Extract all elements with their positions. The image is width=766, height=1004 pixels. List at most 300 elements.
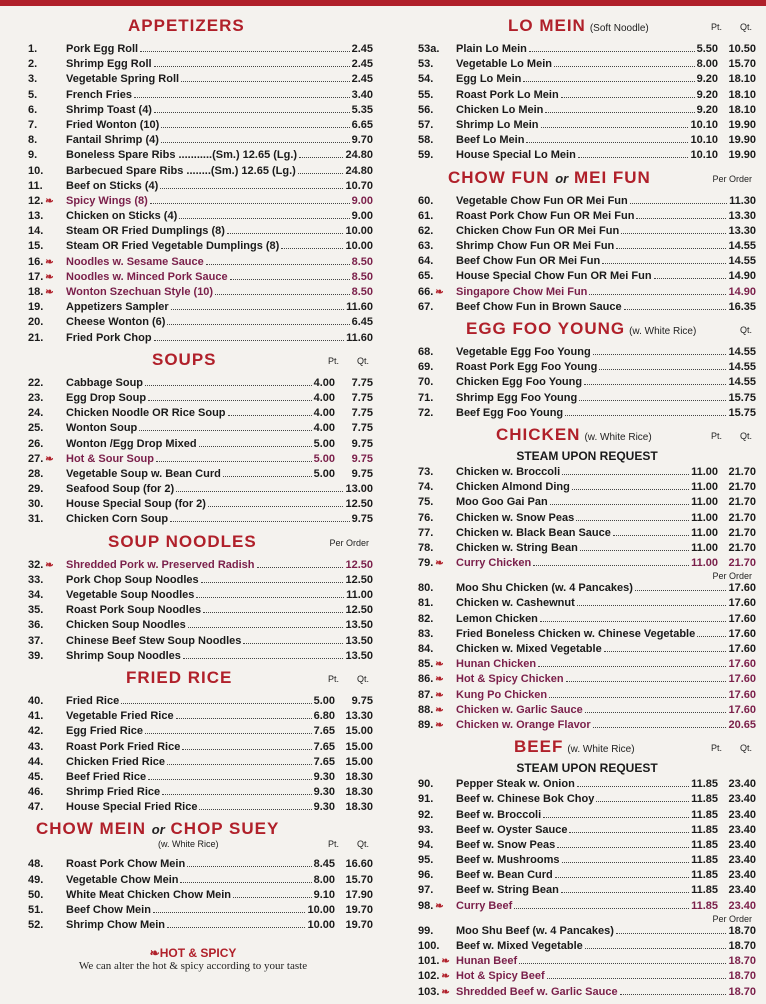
leader-dots (577, 605, 727, 606)
pint-label: Pt. (327, 673, 339, 684)
soups-title: SOUPS (152, 349, 217, 369)
leader-dots (154, 66, 350, 67)
menu-item (28, 42, 373, 57)
menu-item (418, 808, 756, 823)
item-price: 20.65 (728, 718, 756, 731)
item-price-quart: 23.40 (728, 838, 756, 851)
item-name: Egg Lo Mein (456, 73, 522, 86)
item-number: 58. (418, 134, 434, 147)
lo-mein-section (418, 16, 756, 164)
quart-label: Qt. (739, 743, 752, 754)
lo-mein-column-labels (692, 22, 752, 32)
leader-dots (299, 157, 343, 158)
soup-noodles-header (28, 532, 373, 554)
leader-dots (620, 994, 727, 995)
item-number: 66. ❧ (418, 285, 456, 300)
menu-item (28, 72, 373, 87)
item-price: 17.60 (728, 627, 756, 640)
menu-item (28, 573, 373, 588)
chow-mein-title (36, 819, 279, 839)
leader-dots (281, 248, 343, 249)
item-price: 13.50 (345, 634, 373, 647)
item-number: 50. (28, 888, 44, 901)
menu-item (418, 823, 756, 838)
chow-mein-list (28, 857, 373, 933)
beef-list-per-order (418, 924, 756, 1000)
item-number: 37. (28, 634, 44, 647)
item-name: Hot & Sour Soup (66, 452, 154, 465)
item-price: 11.85 (691, 838, 718, 851)
item-name: Chicken Chow Fun OR Mei Fun (456, 224, 620, 237)
menu-item (418, 300, 756, 315)
leader-dots (154, 340, 345, 341)
leader-dots (557, 847, 689, 848)
item-price: 4.00 (313, 391, 335, 404)
item-price: 10.00 (345, 225, 373, 238)
leader-dots (514, 908, 689, 909)
egg-foo-young-title-text: EGG FOO YOUNG (466, 319, 626, 338)
menu-item (28, 164, 373, 179)
item-number: 49. (28, 873, 44, 886)
soups-section (28, 350, 373, 528)
item-number: 28. (28, 467, 44, 480)
item-number: 94. (418, 838, 434, 851)
item-prices (691, 511, 756, 526)
quart-label: Qt. (739, 430, 752, 441)
item-number: 65. (418, 270, 434, 283)
item-number: 39. (28, 649, 44, 662)
item-price: 11.00 (691, 526, 718, 539)
leader-dots (547, 978, 727, 979)
item-price: 24.80 (345, 164, 373, 177)
item-price: 14.55 (728, 376, 756, 389)
item-name: Fried Rice (66, 694, 120, 707)
chicken-section (418, 425, 756, 733)
item-name: Chicken w. Garlic Sauce (456, 703, 583, 716)
item-name: Roast Pork Fried Rice (66, 740, 181, 753)
menu-item (28, 270, 373, 285)
leader-dots (171, 309, 344, 310)
item-number: 103. ❧ (418, 985, 456, 1000)
leader-dots (183, 658, 344, 659)
item-name: Shrimp Fried Rice (66, 786, 161, 799)
menu-item (418, 688, 756, 703)
item-number: 99. (418, 924, 434, 937)
leader-dots (584, 384, 726, 385)
per-order-label: Per Order (329, 537, 369, 548)
menu-item (28, 512, 373, 527)
item-price: 10.00 (307, 919, 335, 932)
soup-noodles-title: SOUP NOODLES (108, 531, 257, 551)
item-prices (314, 437, 373, 452)
item-prices (728, 985, 756, 1000)
menu-item (418, 480, 756, 495)
item-name: Chicken Egg Foo Young (456, 376, 583, 389)
item-price: 8.00 (313, 873, 335, 886)
item-number: 57. (418, 118, 434, 131)
egg-foo-young-section (418, 319, 756, 421)
leader-dots (526, 142, 688, 143)
item-prices (728, 300, 756, 315)
item-number: 81. (418, 597, 434, 610)
item-name: Moo Goo Gai Pan (456, 496, 548, 509)
menu-item (28, 194, 373, 209)
item-number: 18. ❧ (28, 285, 66, 300)
item-number: 13. (28, 210, 44, 223)
item-name: Beef w. Bean Curd (456, 869, 553, 882)
item-name: Shredded Beef w. Garlic Sauce (456, 985, 618, 998)
item-price: 11.85 (691, 899, 718, 912)
item-number: 73. (418, 465, 434, 478)
item-prices (697, 42, 756, 57)
item-price-quart: 17.90 (345, 888, 373, 901)
item-price-quart: 15.00 (345, 740, 373, 753)
item-prices (314, 785, 373, 800)
menu-item (418, 526, 756, 541)
item-price: 8.50 (351, 270, 373, 283)
item-number: 53a. (418, 43, 440, 55)
leader-dots (585, 948, 727, 949)
item-name: Shrimp Lo Mein (456, 118, 539, 131)
item-prices (345, 603, 373, 618)
egg-foo-young-list (418, 345, 756, 421)
leader-dots (579, 400, 726, 401)
item-prices (728, 254, 756, 269)
item-name: Vegetable Chow Fun OR Mei Fun (456, 194, 628, 207)
menu-item (28, 437, 373, 452)
menu-item (418, 269, 756, 284)
leader-dots (145, 385, 312, 386)
beef-section (418, 737, 756, 1000)
per-order-label: Per Order (712, 913, 752, 924)
item-name: Beef Egg Foo Young (456, 406, 564, 419)
item-number: 82. (418, 612, 434, 625)
menu-item (418, 627, 756, 642)
leader-dots (167, 324, 349, 325)
leader-dots (636, 218, 726, 219)
item-number: 63. (418, 240, 434, 253)
item-name: House Special Soup (for 2) (66, 498, 206, 511)
chicken-list (418, 465, 756, 571)
leader-dots (180, 882, 311, 883)
item-number: 74. (418, 481, 434, 494)
item-price: 2.45 (351, 73, 373, 86)
item-number: 91. (418, 793, 434, 806)
menu-item (418, 345, 756, 360)
item-prices (691, 541, 756, 556)
item-prices (728, 239, 756, 254)
menu-item (28, 300, 373, 315)
menu-item (28, 331, 373, 346)
menu-item (28, 482, 373, 497)
item-prices (352, 255, 373, 270)
item-number: 45. (28, 770, 44, 783)
item-price: 2.45 (351, 58, 373, 71)
menu-item (418, 969, 756, 984)
hot-spicy-legend (28, 946, 358, 972)
item-name: Barbecued Spare Ribs ........(Sm.) 12.65 (Lg.) (66, 164, 296, 177)
item-number: 51. (28, 904, 44, 916)
appetizers-section (28, 16, 373, 346)
menu-item (28, 497, 373, 512)
menu-item (28, 103, 373, 118)
menu-item (418, 209, 756, 224)
item-price: 11.85 (691, 793, 718, 806)
item-price: 14.90 (728, 285, 756, 298)
item-number: 14. (28, 225, 44, 238)
leader-dots (540, 621, 727, 622)
item-number: 70. (418, 376, 434, 389)
item-price: 13.00 (345, 483, 373, 496)
item-prices (728, 642, 756, 657)
item-prices (352, 194, 373, 209)
item-price: 6.80 (313, 710, 335, 723)
leader-dots (533, 565, 689, 566)
leader-dots (613, 535, 689, 536)
item-number: 36. (28, 619, 44, 632)
leader-dots (580, 550, 689, 551)
item-price: 17.60 (728, 673, 756, 686)
leader-dots (585, 712, 727, 713)
item-price: 6.65 (351, 118, 373, 131)
item-number: 5. (28, 88, 38, 101)
item-prices (728, 375, 756, 390)
leader-dots (223, 476, 312, 477)
item-prices (691, 823, 756, 838)
item-name: Moo Shu Beef (w. 4 Pancakes) (456, 924, 614, 937)
item-price: 11.85 (691, 808, 718, 821)
item-price-quart: 7.75 (351, 407, 373, 420)
item-name: Chicken w. Snow Peas (456, 511, 575, 524)
item-number: 85. ❧ (418, 657, 456, 672)
per-order-label: Per Order (712, 571, 752, 582)
item-prices (346, 588, 373, 603)
menu-item (28, 649, 373, 664)
item-price: 6.45 (351, 316, 373, 329)
leader-dots (519, 963, 726, 964)
item-name: Shrimp Egg Foo Young (456, 391, 578, 404)
menu-item (418, 672, 756, 687)
item-price: 11.00 (691, 481, 718, 494)
leader-dots (145, 733, 312, 734)
item-name: Vegetable Soup Noodles (66, 589, 195, 601)
item-name: Chicken Fried Rice (66, 755, 166, 768)
item-number: 35. (28, 604, 44, 617)
leader-dots (167, 927, 305, 928)
item-prices (352, 512, 373, 527)
chow-fun-header (418, 168, 756, 190)
menu-item (28, 376, 373, 391)
item-price: 5.00 (313, 437, 335, 450)
item-prices (352, 72, 373, 87)
item-price-quart: 19.90 (728, 134, 756, 147)
item-number: 68. (418, 346, 434, 358)
item-price: 11.60 (346, 331, 373, 344)
item-price: 15.75 (728, 391, 756, 404)
menu-item (28, 740, 373, 755)
item-price: 15.75 (728, 406, 756, 419)
item-price: 10.10 (690, 118, 718, 131)
item-name: Egg Drop Soup (66, 391, 147, 404)
menu-item (28, 694, 373, 709)
item-name: Beef w. Snow Peas (456, 838, 556, 851)
item-number: 12. ❧ (28, 194, 66, 209)
item-name: Vegetable Soup w. Bean Curd (66, 467, 221, 480)
item-number: 90. (418, 778, 434, 791)
menu-item (28, 118, 373, 133)
menu-item (418, 103, 756, 118)
item-price-quart: 9.75 (351, 467, 373, 480)
item-name: House Special Lo Mein (456, 149, 576, 162)
item-price: 10.70 (345, 179, 373, 192)
item-name: Moo Shu Chicken (w. 4 Pancakes) (456, 582, 633, 595)
item-prices (728, 391, 756, 406)
item-prices (345, 164, 373, 179)
item-prices (352, 88, 373, 103)
chicken-title (496, 425, 652, 445)
item-name: Fried Wonton (10) (66, 118, 160, 131)
menu-item (28, 785, 373, 800)
item-number: 20. (28, 316, 44, 329)
item-prices (728, 612, 756, 627)
chow-fun-section (418, 168, 756, 316)
item-prices (728, 224, 756, 239)
item-prices (728, 360, 756, 375)
leader-dots (624, 309, 727, 310)
item-price-quart: 21.70 (728, 511, 756, 524)
item-price: 13.50 (345, 649, 373, 662)
item-name: Beef w. Broccoli (456, 808, 542, 821)
item-number: 95. (418, 854, 434, 867)
item-name: Beef on Sticks (4) (66, 179, 159, 192)
menu-item (418, 511, 756, 526)
item-name: Wonton Szechuan Style (10) (66, 286, 214, 298)
leader-dots (616, 248, 726, 249)
menu-item (418, 792, 756, 807)
menu-item (418, 239, 756, 254)
item-prices (345, 634, 373, 649)
menu-item (418, 360, 756, 375)
item-prices (314, 724, 373, 739)
item-name: White Meat Chicken Chow Mein (66, 888, 232, 901)
item-price: 11.00 (691, 496, 718, 509)
item-number: 48. (28, 858, 44, 871)
item-name: Pepper Steak w. Onion (456, 778, 575, 791)
leader-dots (654, 278, 727, 279)
item-number: 93. (418, 823, 434, 836)
menu-item (418, 57, 756, 72)
item-price: 17.60 (728, 582, 756, 595)
item-prices (728, 596, 756, 611)
quart-label: Qt. (739, 22, 752, 32)
item-price: 9.30 (313, 801, 335, 814)
item-price: 18.70 (728, 955, 756, 968)
menu-item (418, 899, 756, 914)
egg-foo-young-subtitle: (w. White Rice) (629, 326, 697, 337)
item-name: Spicy Wings (8) (66, 194, 148, 207)
item-number: 61. (418, 209, 434, 222)
menu-item (418, 954, 756, 969)
leader-dots (599, 369, 726, 370)
leader-dots (589, 294, 726, 295)
item-prices (728, 969, 756, 984)
item-name: House Special Chow Fun OR Mei Fun (456, 270, 652, 283)
item-name: Shrimp Soup Noodles (66, 649, 181, 662)
leader-dots (203, 612, 343, 613)
leader-dots (550, 504, 689, 505)
chicken-column-labels (692, 431, 752, 441)
item-price-quart: 15.70 (345, 873, 373, 886)
item-price: 11.60 (346, 301, 373, 314)
item-price: 17.60 (728, 643, 756, 655)
item-name: Beef Chow Fun OR Mei Fun (456, 255, 601, 268)
lo-mein-list (418, 42, 756, 164)
item-prices (691, 899, 756, 914)
egg-foo-young-title (466, 319, 696, 339)
item-price: 7.65 (313, 725, 335, 738)
item-number: 97. (418, 884, 434, 897)
item-prices (314, 391, 373, 406)
item-number: 40. (28, 694, 44, 707)
item-prices (697, 57, 756, 72)
item-name: Shrimp Chow Mein (66, 919, 165, 932)
item-name: Steam OR Fried Vegetable Dumplings (8) (66, 240, 280, 253)
beef-title (514, 737, 635, 757)
item-prices (352, 133, 373, 148)
item-prices (691, 480, 756, 495)
right-column (418, 12, 756, 1004)
item-price: 9.75 (351, 513, 373, 526)
item-name: Fantail Shrimp (4) (66, 134, 159, 147)
item-number: 76. (418, 511, 434, 524)
item-name: Chicken Noodle OR Rice Soup (66, 407, 226, 420)
item-name: Shrimp Toast (4) (66, 103, 152, 116)
item-name: Fried Pork Chop (66, 331, 152, 344)
item-prices (728, 688, 756, 703)
chow-fun-list (418, 194, 756, 316)
leader-dots (181, 81, 350, 82)
item-name: Lemon Chicken (456, 612, 538, 625)
menu-item (418, 642, 756, 657)
menu-item (28, 857, 373, 872)
item-name: Chicken w. Orange Flavor (456, 718, 591, 731)
item-name: Shrimp Chow Fun OR Mei Fun (456, 240, 615, 253)
item-price-quart: 21.70 (728, 481, 756, 494)
menu-item (28, 558, 373, 573)
item-prices (345, 649, 373, 664)
leader-dots (182, 749, 311, 750)
item-number: 10. (28, 164, 44, 177)
item-number: 31. (28, 513, 44, 526)
item-number: 98. ❧ (418, 899, 456, 914)
item-price: 10.00 (307, 904, 335, 916)
leader-dots (541, 127, 689, 128)
leader-dots (148, 400, 312, 401)
item-price-quart: 16.60 (345, 858, 373, 871)
chow-mein-subtitle: (w. White Rice) (158, 839, 219, 850)
item-price: 7.65 (313, 740, 335, 753)
hot-spicy-label: ❧ HOT & SPICY (28, 946, 358, 960)
item-price-quart: 19.90 (728, 118, 756, 131)
item-price: 5.00 (313, 694, 335, 707)
item-price: 11.00 (691, 511, 718, 524)
item-prices (728, 703, 756, 718)
item-price: 12.50 (345, 573, 373, 586)
leader-dots (215, 294, 349, 295)
leader-dots (298, 173, 344, 174)
item-prices (697, 103, 756, 118)
item-name: Steam OR Fried Dumplings (8) (66, 225, 225, 238)
